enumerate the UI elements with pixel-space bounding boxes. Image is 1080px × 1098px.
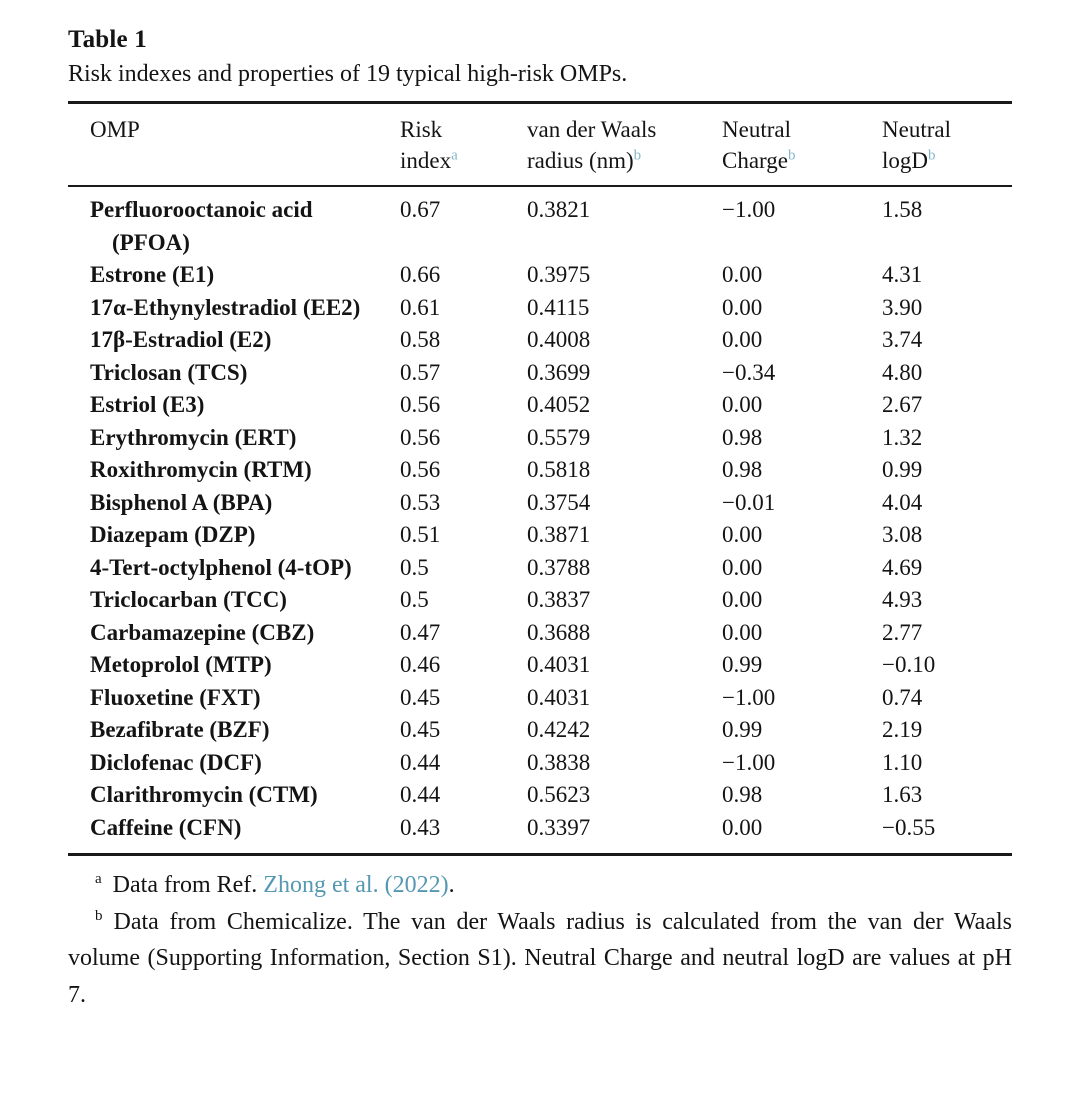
table-row (68, 454, 1012, 487)
neutral-logd-value: 2.77 (882, 619, 923, 645)
neutral-logd-value: 1.58 (882, 197, 923, 222)
footnote-ref-mark-b[interactable]: b (788, 147, 796, 164)
header-line (722, 114, 876, 145)
risk-index-value: 0.56 (400, 392, 441, 417)
footnote-ref-mark-a[interactable]: a (451, 147, 458, 164)
omp-name: 17α-Ethynylestradiol (EE2) (90, 294, 361, 320)
footnote-b-text: Data from Chemicalize. The van der Waals radius is calculated from the van der Waals volume (Supporting Information, Section S1). Neutral Charge and neutral logD are values at pH 7. (68, 908, 1012, 1008)
neutral-charge-value: 0.00 (722, 814, 763, 840)
header-line (527, 114, 716, 145)
neutral-logd-value: 3.90 (882, 294, 923, 320)
neutral-logd-value: 3.08 (882, 522, 923, 547)
risk-index-value: 0.47 (400, 619, 441, 645)
header-label: Neutral (722, 117, 791, 142)
vdw-radius-value: 0.3699 (527, 359, 591, 385)
omp-name: 4-Tert-octylphenol (4-tOP) (90, 554, 352, 580)
risk-index-value: 0.56 (400, 424, 441, 450)
footnote-ref-mark-b[interactable]: b (928, 147, 936, 164)
omp-table-header (68, 103, 1012, 187)
table-row (68, 519, 1012, 552)
omp-name: Triclosan (TCS) (90, 359, 248, 385)
table-row (68, 487, 1012, 520)
table-row (68, 584, 1012, 617)
table-row (68, 292, 1012, 325)
header-line (882, 145, 1006, 176)
header-label: Neutral (882, 117, 951, 142)
neutral-logd-value: 1.63 (882, 782, 923, 807)
neutral-charge-value: −0.34 (722, 359, 776, 385)
footnote-a-marker: a (95, 871, 102, 887)
risk-index-value: 0.5 (400, 554, 429, 580)
neutral-charge-value: 0.00 (722, 327, 763, 352)
table-row (68, 779, 1012, 812)
omp-name: 17β-Estradiol (E2) (90, 327, 272, 352)
footnote-a (68, 867, 1012, 904)
neutral-logd-value: 1.32 (882, 424, 923, 450)
neutral-charge-value: 0.98 (722, 424, 763, 450)
table-caption: Risk indexes and properties of 19 typical high-risk OMPs. (68, 61, 628, 87)
omp-name: Triclocarban (TCC) (90, 587, 287, 612)
omp-name: Metoprolol (MTP) (90, 652, 272, 677)
neutral-charge-value: 0.00 (722, 392, 763, 417)
header-line (527, 145, 716, 176)
header-line (882, 114, 1006, 145)
table-row (68, 259, 1012, 292)
vdw-radius-value: 0.5579 (527, 424, 591, 450)
header-label: Risk (400, 117, 443, 142)
neutral-charge-value: 0.98 (722, 782, 763, 807)
neutral-logd-value: 4.69 (882, 554, 923, 580)
risk-index-value: 0.5 (400, 587, 429, 612)
risk-index-value: 0.66 (400, 262, 441, 287)
neutral-logd-value: 2.19 (882, 717, 923, 742)
table-row (68, 324, 1012, 357)
neutral-logd-value: 4.04 (882, 489, 923, 515)
neutral-logd-value: 4.31 (882, 262, 923, 287)
neutral-logd-value: −0.10 (882, 652, 936, 677)
vdw-radius-value: 0.5623 (527, 782, 591, 807)
header-label: Charge (722, 148, 789, 173)
vdw-radius-value: 0.3838 (527, 749, 591, 775)
table-row (68, 649, 1012, 682)
vdw-radius-value: 0.5818 (527, 457, 591, 482)
neutral-logd-value: −0.55 (882, 814, 936, 840)
neutral-logd-value: 1.10 (882, 749, 923, 775)
table-row (68, 389, 1012, 422)
neutral-charge-value: 0.98 (722, 457, 763, 482)
vdw-radius-value: 0.3975 (527, 262, 591, 287)
omp-name: Clarithromycin (CTM) (90, 782, 318, 807)
neutral-charge-value: 0.00 (722, 262, 763, 287)
vdw-radius-value: 0.3397 (527, 814, 591, 840)
table-row (68, 617, 1012, 650)
header-row (68, 103, 1012, 187)
omp-name: Estrone (E1) (90, 262, 215, 287)
vdw-radius-value: 0.3754 (527, 489, 591, 515)
risk-index-value: 0.61 (400, 294, 441, 320)
footnote-b (68, 904, 1012, 1014)
header-line (90, 114, 394, 145)
table-row (68, 714, 1012, 747)
vdw-radius-value: 0.3788 (527, 554, 591, 580)
omp-name: Bezafibrate (BZF) (90, 717, 270, 742)
neutral-charge-value: −1.00 (722, 197, 776, 222)
omp-name: Diazepam (DZP) (90, 522, 256, 547)
risk-index-value: 0.53 (400, 489, 441, 515)
neutral-charge-value: −1.00 (722, 749, 776, 775)
header-line (722, 145, 876, 176)
omp-name: Bisphenol A (BPA) (90, 489, 273, 515)
table-row (68, 812, 1012, 855)
footnote-b-marker: b (95, 907, 103, 924)
omp-name: Perfluorooctanoic acid (PFOA) (90, 197, 313, 255)
vdw-radius-value: 0.3871 (527, 522, 591, 547)
header-label: index (400, 148, 452, 173)
risk-index-value: 0.46 (400, 652, 441, 677)
neutral-charge-value: 0.00 (722, 554, 763, 580)
neutral-charge-value: 0.00 (722, 587, 763, 612)
risk-index-value: 0.44 (400, 749, 441, 775)
vdw-radius-value: 0.4052 (527, 392, 591, 417)
risk-index-value: 0.67 (400, 197, 441, 222)
footnote-ref-mark-b[interactable]: b (633, 147, 642, 164)
header-line (400, 114, 521, 145)
risk-index-value: 0.57 (400, 359, 441, 385)
omp-name: Diclofenac (DCF) (90, 749, 262, 775)
risk-index-value: 0.51 (400, 522, 441, 547)
vdw-radius-value: 0.4115 (527, 294, 590, 320)
omp-name: Carbamazepine (CBZ) (90, 619, 315, 645)
neutral-logd-value: 4.80 (882, 359, 923, 385)
vdw-radius-value: 0.4031 (527, 684, 591, 710)
neutral-logd-value: 2.67 (882, 392, 923, 417)
column-header-neutral-charge (722, 103, 882, 187)
risk-index-value: 0.44 (400, 782, 441, 807)
footnote-a-text-end: . (448, 872, 455, 898)
column-header-omp (68, 103, 400, 187)
table-row (68, 422, 1012, 455)
risk-index-value: 0.56 (400, 457, 441, 482)
vdw-radius-value: 0.3821 (527, 197, 591, 222)
risk-index-value: 0.45 (400, 717, 441, 742)
neutral-charge-value: 0.00 (722, 294, 763, 320)
column-header-neutral-logd (882, 103, 1012, 187)
footnote-a-text: Data from Ref. (112, 872, 264, 898)
header-line (400, 145, 521, 176)
vdw-radius-value: 0.3688 (527, 619, 591, 645)
omp-name: Caffeine (CFN) (90, 814, 242, 840)
vdw-radius-value: 0.4242 (527, 717, 591, 742)
table-row (68, 552, 1012, 585)
vdw-radius-value: 0.3837 (527, 587, 591, 612)
table-footnotes (68, 867, 1012, 1013)
table-row (68, 357, 1012, 390)
neutral-charge-value: −0.01 (722, 489, 776, 515)
omp-table-body (68, 186, 1012, 855)
citation-link-zhong-2022[interactable]: Zhong et al. (2022) (263, 872, 449, 898)
omp-table (68, 101, 1012, 856)
risk-index-value: 0.58 (400, 327, 441, 352)
table-row (68, 186, 1012, 259)
header-label: logD (882, 148, 928, 173)
table-row (68, 682, 1012, 715)
omp-name: Fluoxetine (FXT) (90, 684, 261, 710)
header-label: OMP (90, 117, 140, 142)
risk-index-value: 0.45 (400, 684, 441, 710)
column-header-vdw-radius (527, 103, 722, 187)
neutral-charge-value: 0.99 (722, 717, 763, 742)
neutral-charge-value: 0.00 (722, 619, 763, 645)
neutral-logd-value: 0.99 (882, 457, 923, 482)
neutral-logd-value: 4.93 (882, 587, 923, 612)
risk-index-value: 0.43 (400, 814, 441, 840)
table-row (68, 747, 1012, 780)
header-label: radius (nm) (527, 148, 634, 173)
header-label: van der Waals (527, 117, 657, 142)
omp-name: Erythromycin (ERT) (90, 424, 297, 450)
table-title: Table 1 (68, 26, 147, 53)
vdw-radius-value: 0.4008 (527, 327, 591, 352)
omp-name: Estriol (E3) (90, 392, 205, 417)
column-header-risk-index (400, 103, 527, 187)
omp-name: Roxithromycin (RTM) (90, 457, 312, 482)
neutral-logd-value: 0.74 (882, 684, 923, 710)
neutral-logd-value: 3.74 (882, 327, 923, 352)
neutral-charge-value: −1.00 (722, 684, 776, 710)
neutral-charge-value: 0.99 (722, 652, 763, 677)
vdw-radius-value: 0.4031 (527, 652, 591, 677)
neutral-charge-value: 0.00 (722, 522, 763, 547)
